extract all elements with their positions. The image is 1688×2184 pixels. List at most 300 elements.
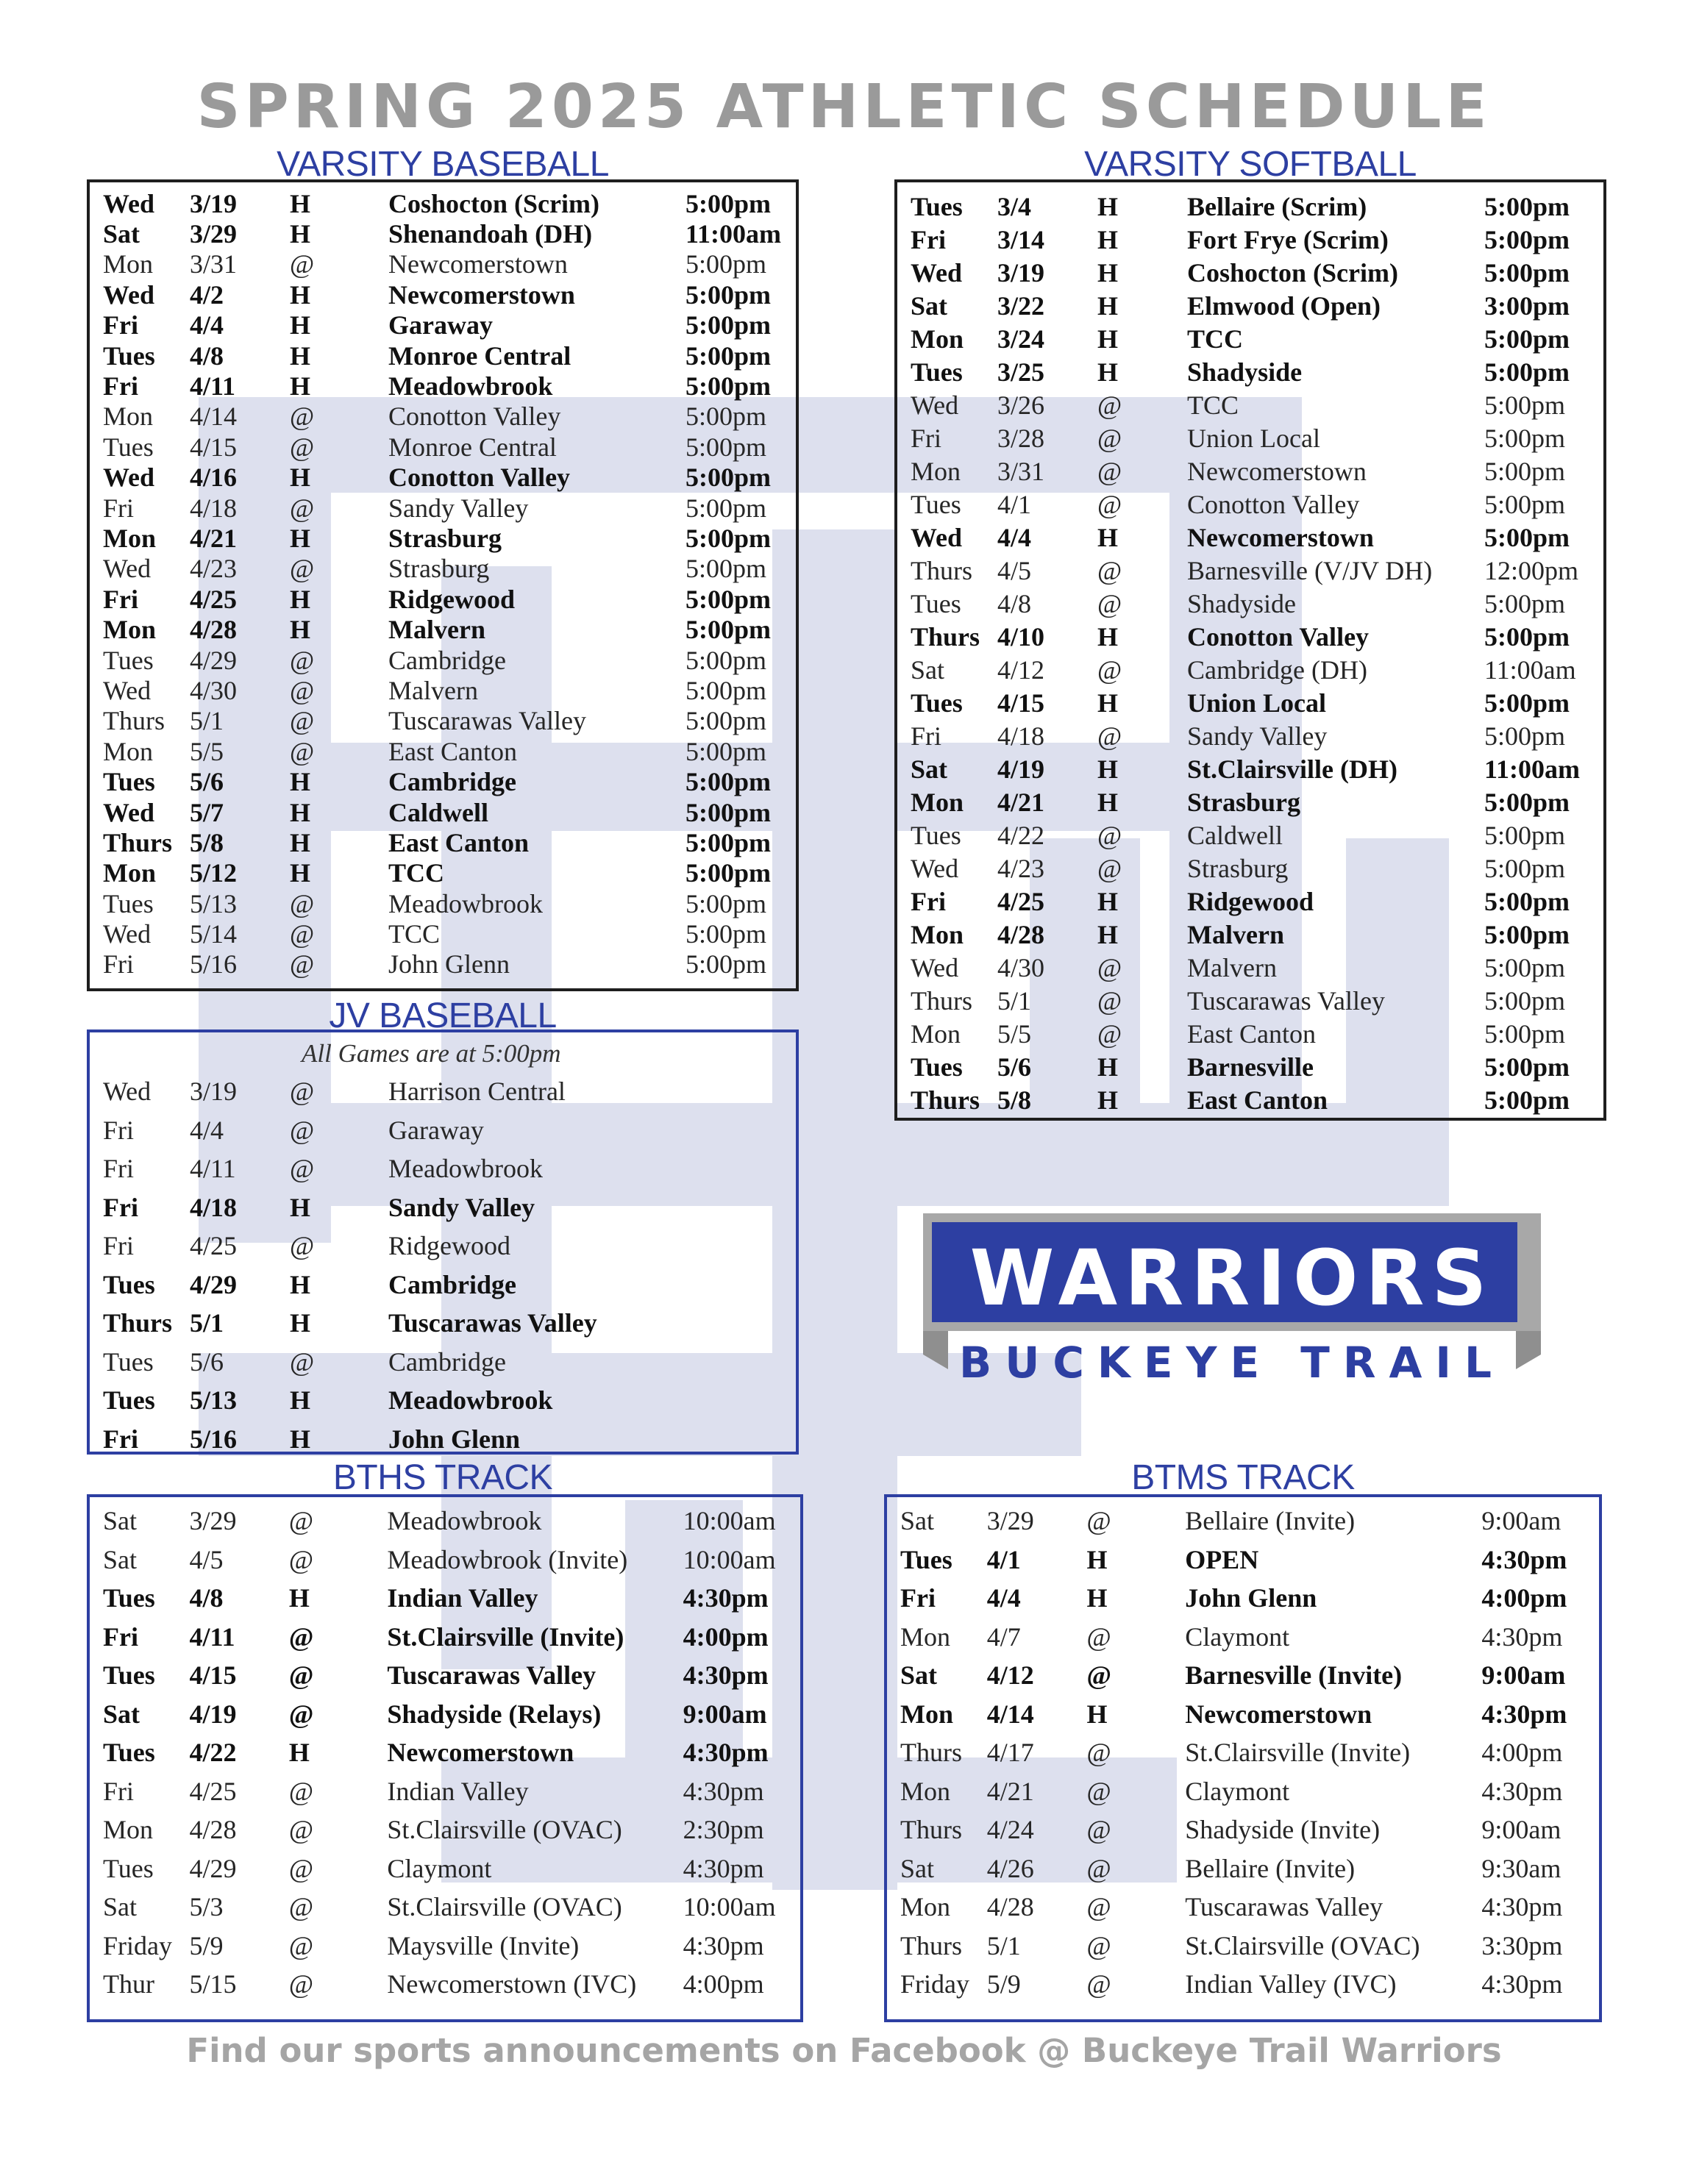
cell-day: Wed [911,952,959,982]
cell-date: 4/12 [997,654,1045,685]
cell-time: 4:30pm [1481,1892,1563,1922]
cell-loc: H [1097,919,1119,949]
cell-date: 4/14 [986,1699,1034,1729]
cell-loc: @ [288,1660,314,1691]
cell-date: 4/22 [997,820,1045,850]
cell-date: 5/3 [189,1892,224,1922]
cell-date: 4/24 [986,1815,1034,1845]
cell-day: Tues [103,1660,155,1691]
cell-time: 5:00pm [685,706,767,736]
cell-opp: Newcomerstown (IVC) [387,1969,637,1999]
cell-loc: @ [288,1853,314,1883]
cell-day: Tues [103,340,155,371]
cell-time: 10:00am [683,1892,776,1922]
cell-opp: Shadyside [1187,357,1303,387]
cell-time: 5:00pm [1484,919,1570,949]
cell-day: Fri [103,1424,138,1454]
cell-opp: Cambridge [388,1346,506,1377]
schedule-row [90,1343,796,1382]
cell-opp: Indian Valley [387,1776,529,1806]
schedule-row [897,587,1603,620]
cell-time: 5:00pm [1484,357,1570,387]
schedule-row [897,752,1603,785]
cell-time: 5:00pm [1484,721,1566,751]
cell-time: 5:00pm [1484,257,1570,288]
cell-time: 9:30am [1481,1853,1561,1883]
cell-day: Tues [103,1738,155,1768]
cell-date: 5/13 [190,888,238,918]
cell-day: Tues [911,588,961,618]
schedule-row [897,190,1603,223]
schedule-row [897,322,1603,355]
cell-day: Mon [911,456,961,486]
cell-time: 5:00pm [685,371,771,402]
cell-opp: Barnesville [1187,1052,1314,1082]
schedule-row [887,1618,1599,1657]
cell-time: 5:00pm [1484,1018,1566,1049]
cell-opp: Newcomerstown [1187,456,1367,486]
schedule-row [90,1618,800,1657]
cell-day: Sat [103,1892,138,1922]
cell-loc: H [1097,754,1119,784]
cell-opp: Newcomerstown [1185,1699,1372,1729]
cell-opp: TCC [1187,324,1244,354]
cell-opp: Cambridge [388,645,506,675]
cell-date: 4/29 [190,645,238,675]
cell-loc: @ [290,919,315,949]
cell-date: 5/13 [190,1385,238,1416]
cell-loc: @ [290,645,315,675]
cell-opp: Strasburg [1187,853,1289,883]
cell-loc: H [1097,1052,1119,1082]
cell-loc: H [290,584,311,614]
cell-opp: John Glenn [1185,1583,1317,1613]
schedule-row [90,1149,796,1188]
cell-opp: Tuscarawas Valley [388,706,586,736]
cell-time: 4:00pm [683,1621,769,1652]
cell-loc: @ [288,1776,314,1806]
schedule-row [90,736,796,766]
cell-opp: Harrison Central [388,1077,566,1107]
cell-loc: @ [290,1154,315,1184]
cell-date: 5/1 [997,985,1032,1016]
cell-time: 4:30pm [683,1776,764,1806]
cell-date: 5/8 [190,827,224,857]
cell-opp: Newcomerstown [388,249,568,279]
cell-date: 4/1 [986,1544,1021,1574]
schedule-row [897,818,1603,852]
cell-loc: @ [1097,721,1122,751]
cell-loc: H [290,615,311,645]
cell-day: Thurs [911,555,972,585]
cell-date: 3/31 [190,249,238,279]
cell-time: 5:00pm [1484,952,1566,982]
cell-time: 5:00pm [685,402,767,432]
cell-day: Mon [911,919,964,949]
varsity-softball-title: VARSITY SOFTBALL [1084,145,1417,184]
cell-opp: Maysville (Invite) [387,1930,580,1960]
cell-date: 4/15 [997,688,1045,718]
cell-date: 4/25 [997,886,1045,916]
schedule-row [90,1810,800,1849]
cell-day: Wed [911,853,959,883]
cell-time: 5:00pm [685,827,771,857]
cell-date: 4/21 [190,524,238,553]
cell-loc: @ [1086,1506,1111,1536]
cell-loc: @ [288,1930,314,1960]
cell-date: 5/6 [190,1346,224,1377]
cell-day: Fri [911,224,946,254]
cell-day: Tues [911,820,961,850]
cell-loc: @ [290,432,315,462]
cell-date: 3/25 [997,357,1045,387]
cell-loc: @ [1097,456,1122,486]
cell-opp: Bellaire (Invite) [1185,1506,1356,1536]
cell-loc: H [290,340,311,371]
cell-time: 5:00pm [685,675,767,705]
cell-date: 3/29 [190,219,238,249]
cell-day: Thurs [911,985,972,1016]
cell-time: 4:00pm [1481,1583,1567,1613]
cell-day: Wed [103,919,152,949]
varsity-baseball-title: VARSITY BASEBALL [277,145,609,184]
cell-day: Fri [103,584,138,614]
cell-day: Mon [103,858,156,888]
cell-opp: East Canton [1187,1018,1316,1049]
schedule-row [897,852,1603,885]
cell-opp: Cambridge [388,767,516,797]
cell-time: 5:00pm [1484,1085,1570,1115]
cell-day: Sat [911,754,948,784]
schedule-row [90,797,796,827]
cell-opp: Barnesville (V/JV DH) [1187,555,1433,585]
cell-day: Tues [103,1385,155,1416]
cell-day: Wed [911,522,963,552]
cell-day: Fri [911,423,942,453]
schedule-row [887,1733,1599,1772]
cell-loc: H [290,524,311,553]
cell-day: Wed [103,279,155,310]
cell-loc: @ [1086,1621,1111,1652]
cell-loc: @ [290,1346,315,1377]
cell-loc: @ [290,736,315,766]
cell-date: 4/28 [986,1892,1034,1922]
schedule-row [90,858,796,888]
schedule-row [897,1050,1603,1083]
cell-loc: H [290,188,311,218]
cell-opp: Meadowbrook (Invite) [387,1544,628,1574]
cell-time: 5:00pm [685,767,771,797]
varsity-baseball-schedule [87,179,799,991]
cell-date: 4/14 [190,402,238,432]
cell-date: 5/14 [190,919,238,949]
cell-day: Fri [911,886,946,916]
cell-time: 5:00pm [1484,324,1570,354]
schedule-row [897,686,1603,719]
schedule-row [90,1227,796,1266]
cell-day: Sat [103,1544,138,1574]
cell-loc: H [288,1583,310,1613]
cell-loc: @ [288,1506,314,1536]
schedule-row [90,1541,800,1580]
schedule-row [897,918,1603,951]
cell-opp: Monroe Central [388,340,571,371]
cell-day: Fri [103,493,135,523]
schedule-row [90,675,796,705]
schedule-row [90,949,796,979]
cell-day: Wed [103,463,155,493]
cell-opp: St.Clairsville (Invite) [387,1621,624,1652]
cell-date: 5/5 [997,1018,1032,1049]
cell-day: Sat [103,1506,138,1536]
schedule-row [887,1888,1599,1927]
cell-loc: H [1086,1544,1108,1574]
schedule-row [90,554,796,584]
cell-loc: H [290,1269,311,1299]
cell-day: Sat [911,290,948,321]
cell-loc: @ [288,1892,314,1922]
cell-loc: @ [1086,1930,1111,1960]
cell-loc: H [290,858,311,888]
cell-opp: Meadowbrook [388,371,553,402]
schedule-row [90,1502,800,1541]
schedule-row [90,310,796,340]
cell-opp: Bellaire (Invite) [1185,1853,1356,1883]
cell-time: 5:00pm [685,736,767,766]
schedule-row [897,388,1603,421]
cell-day: Tues [911,357,963,387]
cell-time: 9:00am [1481,1506,1561,1536]
cell-opp: Claymont [387,1853,492,1883]
cell-date: 5/9 [986,1969,1021,1999]
cell-day: Sat [103,1699,140,1729]
cell-time: 5:00pm [685,858,771,888]
cell-date: 5/1 [190,1308,224,1338]
cell-time: 5:00pm [685,463,771,493]
cell-day: Fri [900,1583,936,1613]
cell-day: Mon [911,787,964,817]
cell-day: Sat [900,1660,938,1691]
cell-date: 4/18 [190,1192,238,1222]
cell-time: 5:00pm [685,340,771,371]
cell-loc: @ [1097,820,1122,850]
cell-loc: @ [290,888,315,918]
cell-date: 4/15 [189,1660,237,1691]
cell-opp: Newcomerstown [387,1738,574,1768]
cell-opp: Cambridge (DH) [1187,654,1367,685]
schedule-row [897,1017,1603,1050]
cell-day: Thurs [900,1738,962,1768]
cell-time: 5:00pm [1484,621,1570,652]
cell-loc: H [1097,621,1119,652]
cell-loc: @ [1086,1776,1111,1806]
schedule-row [90,218,796,249]
schedule-row [90,827,796,857]
cell-date: 4/7 [986,1621,1021,1652]
schedule-row [90,888,796,918]
cell-day: Mon [900,1776,951,1806]
cell-loc: @ [1097,588,1122,618]
cell-day: Wed [103,554,152,584]
cell-loc: H [1097,257,1119,288]
schedule-row [90,1266,796,1305]
cell-day: Fri [103,1192,138,1222]
cell-loc: @ [1086,1815,1111,1845]
cell-opp: Claymont [1185,1776,1290,1806]
cell-day: Mon [103,1815,154,1845]
cell-opp: Barnesville (Invite) [1185,1660,1403,1691]
cell-time: 5:00pm [685,432,767,462]
cell-loc: H [290,463,311,493]
cell-loc: @ [1097,423,1122,453]
cell-day: Wed [103,797,155,827]
cell-loc: H [1097,522,1119,552]
cell-date: 5/16 [190,1424,238,1454]
cell-loc: @ [290,675,315,705]
cell-date: 4/8 [189,1583,224,1613]
cell-opp: Cambridge [388,1269,516,1299]
jv-subtitle: All Games are at 5:00pm [302,1039,561,1068]
cell-date: 4/15 [190,432,238,462]
cell-opp: Strasburg [1187,787,1301,817]
footer-note: Find our sports announcements on Facebook @ Buckeye Trail Warriors [186,2031,1502,2070]
cell-date: 3/29 [986,1506,1034,1536]
cell-date: 4/10 [997,621,1045,652]
cell-day: Thurs [900,1930,962,1960]
schedule-row [90,371,796,401]
cell-opp: Malvern [388,675,478,705]
schedule-row [897,521,1603,554]
cell-opp: Union Local [1187,688,1327,718]
cell-opp: Strasburg [388,554,490,584]
cell-time: 12:00pm [1484,555,1579,585]
cell-time: 5:00pm [1484,191,1570,221]
cell-date: 3/14 [997,224,1045,254]
cell-day: Tues [103,888,154,918]
cell-day: Fri [911,721,942,751]
cell-opp: Meadowbrook [388,1154,543,1184]
cell-opp: Conotton Valley [1187,621,1370,652]
schedule-row [90,463,796,493]
cell-opp: Garaway [388,1115,484,1145]
cell-time: 10:00am [683,1544,776,1574]
cell-date: 4/4 [997,522,1032,552]
cell-date: 4/29 [190,1269,238,1299]
cell-time: 5:00pm [1484,489,1566,519]
cell-time: 4:30pm [683,1853,764,1883]
cell-time: 4:30pm [683,1930,764,1960]
cell-time: 5:00pm [685,645,767,675]
cell-day: Wed [911,257,963,288]
varsity-softball-schedule [894,179,1606,1121]
cell-day: Tues [911,489,961,519]
cell-time: 5:00pm [685,279,771,310]
cell-day: Tues [103,767,155,797]
cell-date: 4/23 [997,853,1045,883]
cell-loc: @ [290,949,315,979]
cell-loc: H [1097,688,1119,718]
cell-opp: Claymont [1185,1621,1290,1652]
cell-date: 4/25 [190,1231,238,1261]
cell-day: Sat [103,219,140,249]
cell-date: 5/6 [190,767,224,797]
schedule-row [90,432,796,462]
cell-loc: @ [288,1544,314,1574]
cell-opp: Monroe Central [388,432,557,462]
cell-day: Mon [911,324,964,354]
cell-opp: Union Local [1187,423,1320,453]
cell-date: 4/2 [190,279,224,310]
btms-track-schedule [884,1494,1602,2022]
cell-date: 5/1 [190,706,224,736]
schedule-row [90,706,796,736]
schedule-row [90,766,796,796]
schedule-row [90,188,796,218]
schedule-row [897,1083,1603,1116]
schedule-row [90,1304,796,1343]
schedule-row [897,421,1603,454]
cell-day: Fri [103,1621,138,1652]
schedule-row [887,1502,1599,1541]
schedule-row [90,1111,796,1150]
cell-loc: H [290,371,311,402]
cell-day: Fri [103,371,138,402]
cell-date: 5/1 [986,1930,1021,1960]
cell-time: 5:00pm [1484,423,1566,453]
cell-date: 5/5 [190,736,224,766]
cell-date: 4/12 [986,1660,1034,1691]
cell-opp: Shadyside (Invite) [1185,1815,1381,1845]
cell-date: 5/15 [189,1969,237,1999]
cell-day: Thurs [103,1308,173,1338]
cell-opp: St.Clairsville (Invite) [1185,1738,1411,1768]
cell-time: 5:00pm [1484,224,1570,254]
cell-opp: St.Clairsville (OVAC) [1185,1930,1420,1960]
cell-day: Fri [103,1231,135,1261]
cell-loc: @ [290,1077,315,1107]
cell-loc: @ [1097,985,1122,1016]
cell-day: Sat [900,1506,935,1536]
cell-time: 9:00am [1481,1815,1561,1845]
cell-day: Sat [911,654,945,685]
cell-date: 4/5 [189,1544,224,1574]
schedule-row [897,785,1603,818]
cell-day: Tues [103,1346,154,1377]
schedule-row [90,1695,800,1734]
cell-opp: Conotton Valley [388,463,571,493]
cell-opp: East Canton [1187,1085,1328,1115]
cell-loc: H [290,1385,311,1416]
cell-opp: Shadyside (Relays) [387,1699,602,1729]
cell-opp: TCC [388,919,441,949]
cell-loc: @ [1086,1892,1111,1922]
cell-time: 4:30pm [1481,1969,1563,1999]
schedule-row [90,1927,800,1966]
cell-date: 5/8 [997,1085,1032,1115]
cell-time: 5:00pm [1484,985,1566,1016]
cell-date: 3/31 [997,456,1045,486]
schedule-row [897,355,1603,388]
cell-opp: Caldwell [388,797,489,827]
cell-loc: H [290,279,311,310]
cell-opp: Meadowbrook [387,1506,542,1536]
cell-loc: H [290,219,311,249]
cell-opp: Malvern [1187,919,1284,949]
cell-opp: Tuscarawas Valley [388,1308,597,1338]
schedule-row [897,223,1603,256]
cell-day: Wed [103,1077,152,1107]
cell-loc: H [1097,191,1119,221]
